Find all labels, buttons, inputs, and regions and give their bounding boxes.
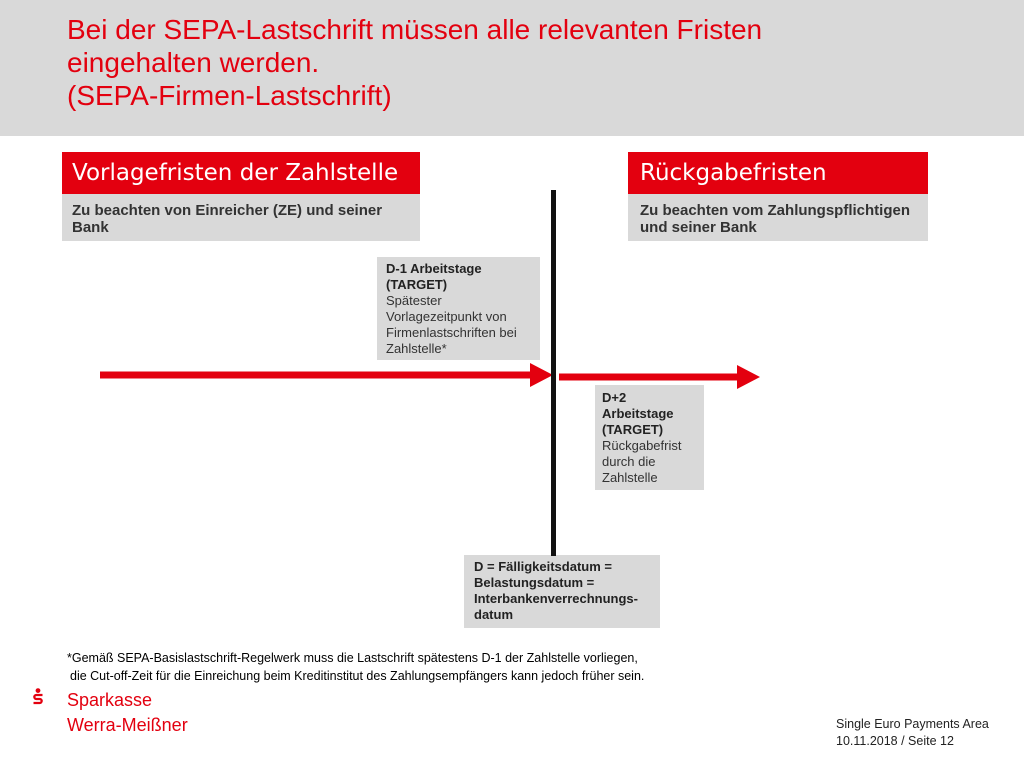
- footnote: [67, 649, 644, 685]
- timeline-box-d-plus-2: [595, 385, 704, 490]
- slide-title: [67, 13, 762, 112]
- box-text-line: durch die: [602, 454, 656, 469]
- slide-title-line: (SEPA-Firmen-Lastschrift): [67, 80, 392, 111]
- slide-title-line: Bei der SEPA-Lastschrift müssen alle relevanten Fristen: [67, 14, 763, 45]
- arrow-head: [530, 363, 553, 387]
- slide-title-line: eingehalten werden.: [67, 47, 320, 78]
- timeline-box-d-minus-1: [377, 257, 540, 360]
- arrow-shaft: [100, 372, 533, 379]
- footer-date-page: 10.11.2018 / Seite 12: [836, 734, 954, 748]
- box-heading-line: (TARGET): [602, 422, 664, 437]
- arrow-shaft: [559, 374, 740, 381]
- box-text-line: Zahlstelle*: [386, 341, 447, 356]
- panel-subtitle-line: Zu beachten vom Zahlungspflichtigen: [640, 202, 911, 219]
- box-heading-line: Interbankenverrechnungs-: [474, 591, 638, 606]
- brand-name-line: Werra-Meißner: [67, 715, 188, 735]
- panel-title: Rückgabefristen: [628, 152, 928, 194]
- panel-subtitle-line: und seiner Bank: [640, 219, 757, 236]
- panel-subtitle-line: Zu beachten von Einreicher (ZE) und seiner: [72, 202, 383, 219]
- panel-subtitle: [62, 194, 420, 241]
- box-text-line: Spätester: [386, 293, 442, 308]
- footer-info: [836, 716, 989, 750]
- panel-subtitle: [628, 194, 928, 241]
- box-text-line: Zahlstelle: [602, 470, 658, 485]
- box-heading-line: D-1 Arbeitstage: [386, 261, 482, 276]
- box-heading-line: (TARGET): [386, 277, 448, 292]
- panel-presentation-deadlines: [62, 152, 420, 241]
- footnote-line: *Gemäß SEPA-Basislastschrift-Regelwerk muss die Lastschrift spätestens D-1 der Zahlstelle vorliegen,: [67, 651, 638, 665]
- box-heading-line: Arbeitstage: [602, 406, 674, 421]
- box-text-line: Vorlagezeitpunkt von: [386, 309, 507, 324]
- box-heading-line: D+2: [602, 390, 627, 405]
- box-heading-line: D = Fälligkeitsdatum =: [474, 559, 612, 574]
- panel-title: Vorlagefristen der Zahlstelle: [62, 152, 420, 194]
- footnote-line: die Cut-off-Zeit für die Einreichung beim Kreditinstitut des Zahlungsempfängers kann jedoch früher sein.: [70, 669, 645, 683]
- box-heading-line: Belastungsdatum =: [474, 575, 595, 590]
- panel-return-deadlines: [628, 152, 928, 241]
- footer-topic: Single Euro Payments Area: [836, 717, 989, 731]
- timeline-axis: [551, 190, 556, 556]
- sparkasse-logo-icon: [32, 688, 44, 705]
- timeline-box-due-date: [464, 555, 660, 628]
- box-heading-line: datum: [474, 607, 513, 622]
- box-text-line: Rückgabefrist: [602, 438, 682, 453]
- panel-subtitle-line: Bank: [72, 219, 109, 236]
- arrow-head: [737, 365, 760, 389]
- brand-name-line: Sparkasse: [67, 690, 153, 710]
- brand-name: [67, 688, 188, 738]
- timeline-arrow-before: [100, 362, 555, 388]
- box-text-line: Firmenlastschriften bei: [386, 325, 517, 340]
